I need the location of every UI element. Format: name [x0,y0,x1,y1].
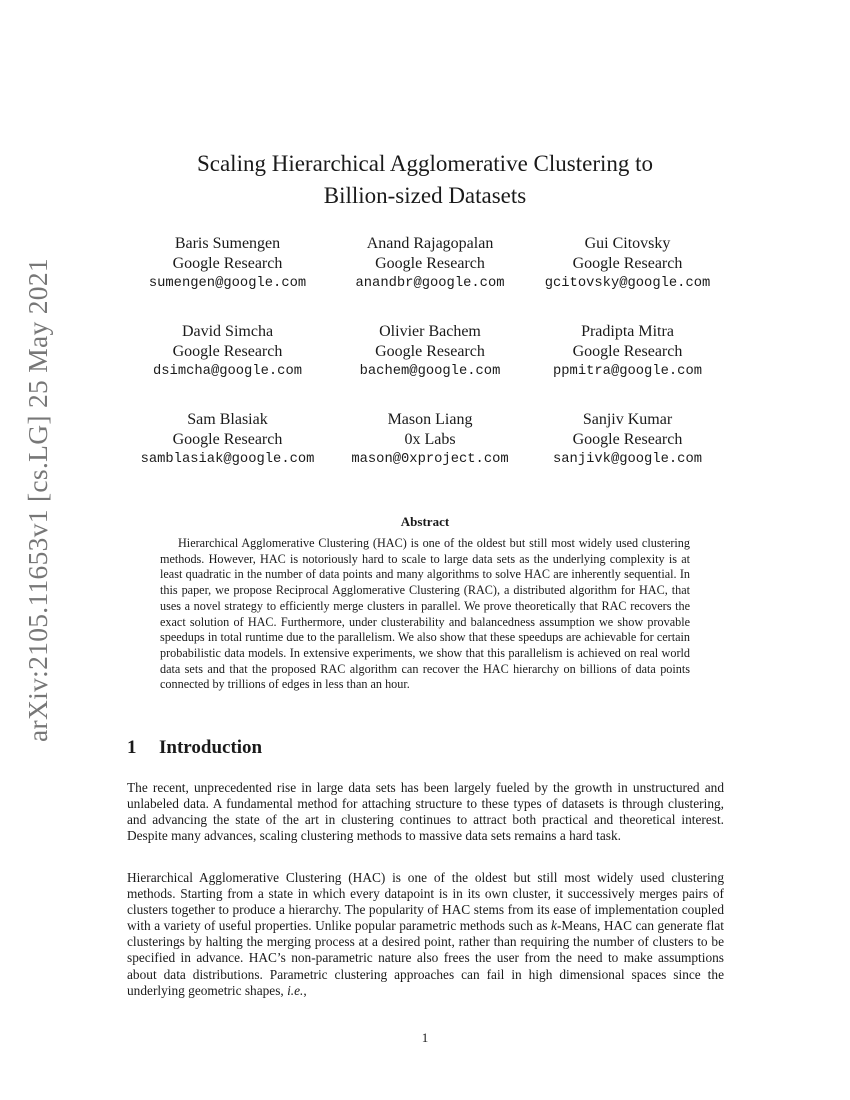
author-email: mason@0xproject.com [351,452,509,467]
abstract-heading: Abstract [400,514,450,529]
author-affiliation: Google Research [172,431,283,448]
author-name: Sanjiv Kumar [582,411,673,428]
author-affiliation: Google Research [572,255,683,272]
author-affiliation: Google Research [375,343,485,360]
author-block [125,410,330,470]
paragraph-text: Hierarchical Agglomerative Clustering (HAC) is one of the oldest but still most widely used clustering methods. Starting from a state in which every datapoint is in its own cluster, it successively merges pairs of clusters together to produce a hierarchy. The popularity of HAC stems from its ease of implementation coupled with a variety of useful properties. Unlike popular parametric methods such as [127,870,724,934]
title-line-2: Billion-sized Datasets [323,183,527,208]
author-name: Gui Citovsky [584,235,671,252]
author-email: dsimcha@google.com [152,364,303,379]
italic-k: k [551,918,557,934]
intro-paragraph-1: The recent, unprecedented rise in large data sets has been largely fueled by the growth in unstructured and unlabeled data. A fundamental method for attaching structure to these types of datasets is through clustering, and advancing the state of the art in clustering continues to attract both practical and theoretical interest. Despite many advances, scaling clustering methods to massive data sets remains a hard task. [127,780,724,844]
author-affiliation: Google Research [172,255,283,272]
author-affiliation: Google Research [172,343,283,360]
author-email: anandbr@google.com [355,276,505,291]
author-block [330,322,530,382]
abstract-text: Hierarchical Agglomerative Clustering (HAC) is one of the oldest but still most widely used clustering methods. However, HAC is notoriously hard to scale to large data sets as the underlying complexity is at least quadratic in the number of data points and many algorithms to solve HAC are inherently sequential. In this paper, we propose Reciprocal Agglomerative Clustering (RAC), a distributed algorithm for HAC, that uses a novel strategy to efficiently merge clusters in parallel. We prove theoretically that RAC recovers the exact solution of HAC. Furthermore, under clusterability and balancedness assumption we show provable speedups in total runtime due to the parallelism. We also show that these speedups are achievable for certain probabilistic data models. In extensive experiments, we show that this parallelism is achieved on real world data sets and that the proposed RAC algorithm can recover the HAC hierarchy on billions of data points connected by trillions of edges in less than an hour. [160,536,690,692]
author-name: Pradipta Mitra [581,323,674,340]
author-email: samblasiak@google.com [140,452,315,467]
paragraph-text: -Means, HAC can generate flat clusterings by halting the merging process at a desired point, rather than requiring the number of clusters to be specified in advance. HAC’s non-parametric nature also frees the user from the need to make assumptions about data distributions. Parametric clustering approaches can fail in high dimensional spaces since the underlying geometric shapes, [127,918,724,998]
author-name: Olivier Bachem [379,323,481,340]
author-name: Mason Liang [387,411,473,428]
author-affiliation: Google Research [572,431,683,448]
author-grid [125,234,725,470]
author-name: Anand Rajagopalan [366,235,494,252]
author-email: gcitovsky@google.com [544,276,711,291]
author-email: bachem@google.com [359,364,501,379]
author-name: David Simcha [181,323,274,340]
arxiv-watermark [12,200,64,800]
author-email: sumengen@google.com [148,276,307,291]
author-block [530,410,725,470]
author-affiliation: Google Research [572,343,683,360]
author-email: sanjivk@google.com [552,452,703,467]
author-block [330,234,530,294]
author-block [530,322,725,382]
page-number: 1 [421,1030,429,1045]
section-number: 1 [127,737,137,758]
paragraph-text: , [303,982,307,998]
author-name: Baris Sumengen [174,235,281,252]
paper-title [150,148,700,212]
section-heading [127,737,727,759]
section-title: Introduction [159,737,263,758]
author-affiliation: Google Research [375,255,485,272]
intro-paragraph-2 [127,870,724,999]
italic-ie: i.e. [287,982,304,998]
author-block [125,234,330,294]
author-name: Sam Blasiak [187,411,268,428]
author-block [530,234,725,294]
author-block [330,410,530,470]
author-email: ppmitra@google.com [552,364,703,379]
author-affiliation: 0x Labs [404,431,456,448]
title-line-1: Scaling Hierarchical Agglomerative Clustering to [196,151,654,176]
author-block [125,322,330,382]
arxiv-id: arXiv:2105.11653v1 [cs.LG] 25 May 2021 [22,258,54,742]
